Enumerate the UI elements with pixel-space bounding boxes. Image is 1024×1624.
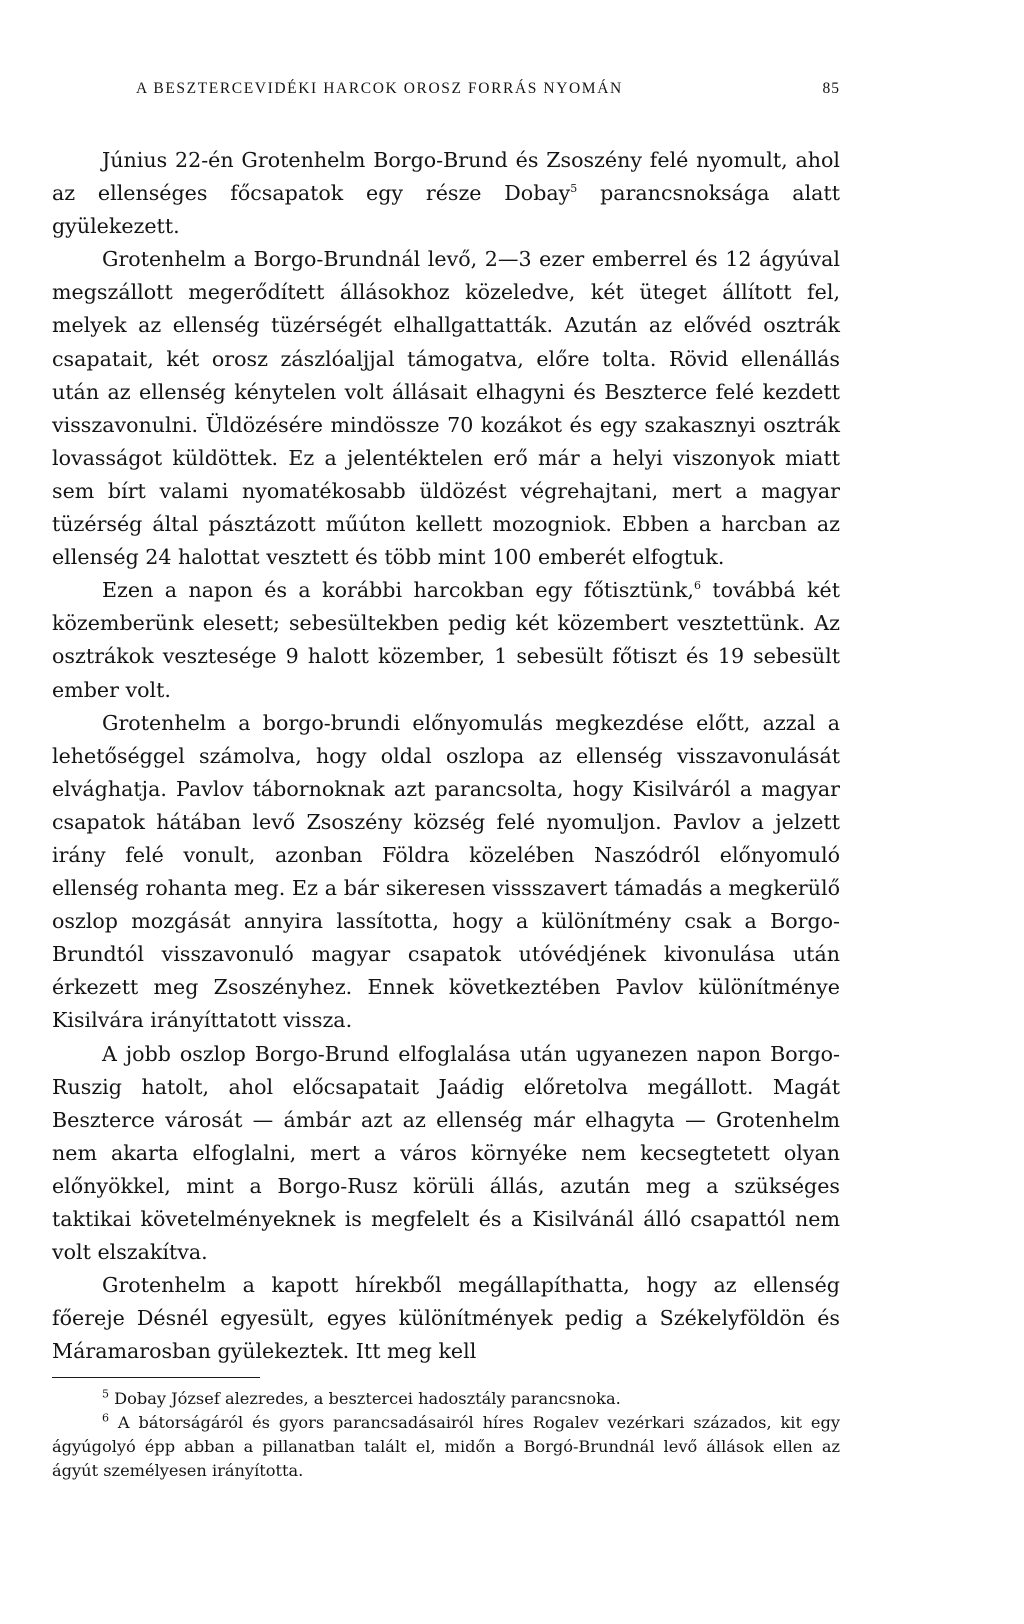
- paragraph-text: Grotenhelm a Borgo-Brundnál levő, 2—3 ezer emberrel és 12 ágyúval megszállott megerődített állásokhoz közeledve, két üteget állított fel, melyek az ellenség tüzérségét elhallgattatták. Azután az elővéd osztrák csapatait, két orosz zászlóaljjal támogatva, előre tolta. Rövid ellenállás után az ellenség kénytelen volt állásait elhagyni és Beszterce felé kezdett visszavonulni. Üldözésére mindössze 70 kozákot és egy szakasznyi osztrák lovasságot küldöttek. Ez a jelentéktelen erő már a helyi viszonyok miatt sem bírt valami nyomatékosabb üldözést végrehajtani, mert a magyar tüzérség által pásztázott műúton kellett mozogniok. Ebben a harcban az ellenség 24 halottat vesztett és több mint 100 emberét elfogtuk.: [52, 247, 840, 570]
- running-title: A BESZTERCEVIDÉKI HARCOK OROSZ FORRÁS NYOMÁN: [136, 80, 623, 97]
- paragraph: [52, 1269, 840, 1368]
- footnote-text: Dobay József alezredes, a besztercei hadosztály parancsnoka.: [109, 1389, 621, 1409]
- footnote-mark: 5: [102, 1388, 109, 1402]
- footnote: [52, 1387, 840, 1411]
- footnote-mark: 6: [102, 1411, 109, 1425]
- paragraph-text: Grotenhelm a borgo-brundi előnyomulás megkezdése előtt, azzal a lehetőséggel számolva, hogy oldal oszlopa az ellenség visszavonulását elvághatja. Pavlov tábornoknak azt parancsolta, hogy Kisilváról a magyar csapatok hátában levő Zsoszény község felé nyomuljon. Pavlov a jelzett irány felé vonult, azonban Földra közelében Naszódról előnyomuló ellenség rohanta meg. Ez a bár sikeresen vissszavert támadás a megkerülő oszlop mozgását annyira lassította, hogy a különítmény csak a Borgo-Brundtól visszavonuló magyar csapatok utóvédjének kivonulása után érkezett meg Zsoszényhez. Ennek következtében Pavlov különítménye Kisilvára irányíttatott vissza.: [52, 710, 840, 1033]
- footnote-reference: 5: [570, 182, 578, 196]
- paragraph: [52, 243, 840, 574]
- footnote-reference: 6: [693, 579, 701, 593]
- paragraph-text: A jobb oszlop Borgo-Brund elfoglalása után ugyanezen napon Borgo-Ruszig hatolt, ahol előcsapatait Jaádig előretolva megállott. Magát Beszterce városát — ámbár azt az ellenség már elhagyta — Grotenhelm nem akarta elfoglalni, mert a város környéke nem kecsegtetett olyan előnyökkel, mint a Borgo-Rusz körüli állás, azután meg a szükséges taktikai követelményeknek is megfelelt és a Kisilvánál álló csapattól nem volt elszakítva.: [52, 1041, 840, 1265]
- paragraph-text: parancsnoksága alatt gyülekezett.: [52, 181, 840, 239]
- running-header: [52, 74, 840, 104]
- body-text: [52, 144, 840, 1368]
- paragraph: [52, 1038, 840, 1270]
- paragraph-text: Ezen a napon és a korábbi harcokban egy főtisztünk,: [102, 578, 694, 603]
- footnote-divider: [52, 1377, 260, 1378]
- footnote: [52, 1411, 840, 1482]
- paragraph: [52, 574, 840, 706]
- book-page: [52, 74, 840, 1574]
- page-number: 85: [822, 80, 840, 97]
- paragraph-text: továbbá két közemberünk elesett; sebesültekben pedig két közembert vesztettünk. Az osztrákok vesztesége 9 halott közember, 1 sebesült főtiszt és 19 sebesült ember volt.: [52, 578, 840, 702]
- paragraph: [52, 144, 840, 243]
- footnote-text: A bátorságáról és gyors parancsadásairól híres Rogalev vezérkari százados, kit egy ágyúgolyó épp abban a pillanatban talált el, midőn a Borgó-Brundnál levő állások ellen az ágyút személyesen irányította.: [52, 1413, 840, 1480]
- paragraph-text: Grotenhelm a kapott hírekből megállapíthatta, hogy az ellenség főereje Désnél egyesült, egyes különítmények pedig a Székelyföldön és Máramarosban gyülekeztek. Itt meg kell: [52, 1273, 840, 1364]
- footnotes: [52, 1387, 840, 1482]
- paragraph-text: Június 22-én Grotenhelm Borgo-Brund és Zsoszény felé nyomult, ahol az ellenséges főcsapatok egy része Dobay: [52, 148, 840, 206]
- paragraph: [52, 707, 840, 1038]
